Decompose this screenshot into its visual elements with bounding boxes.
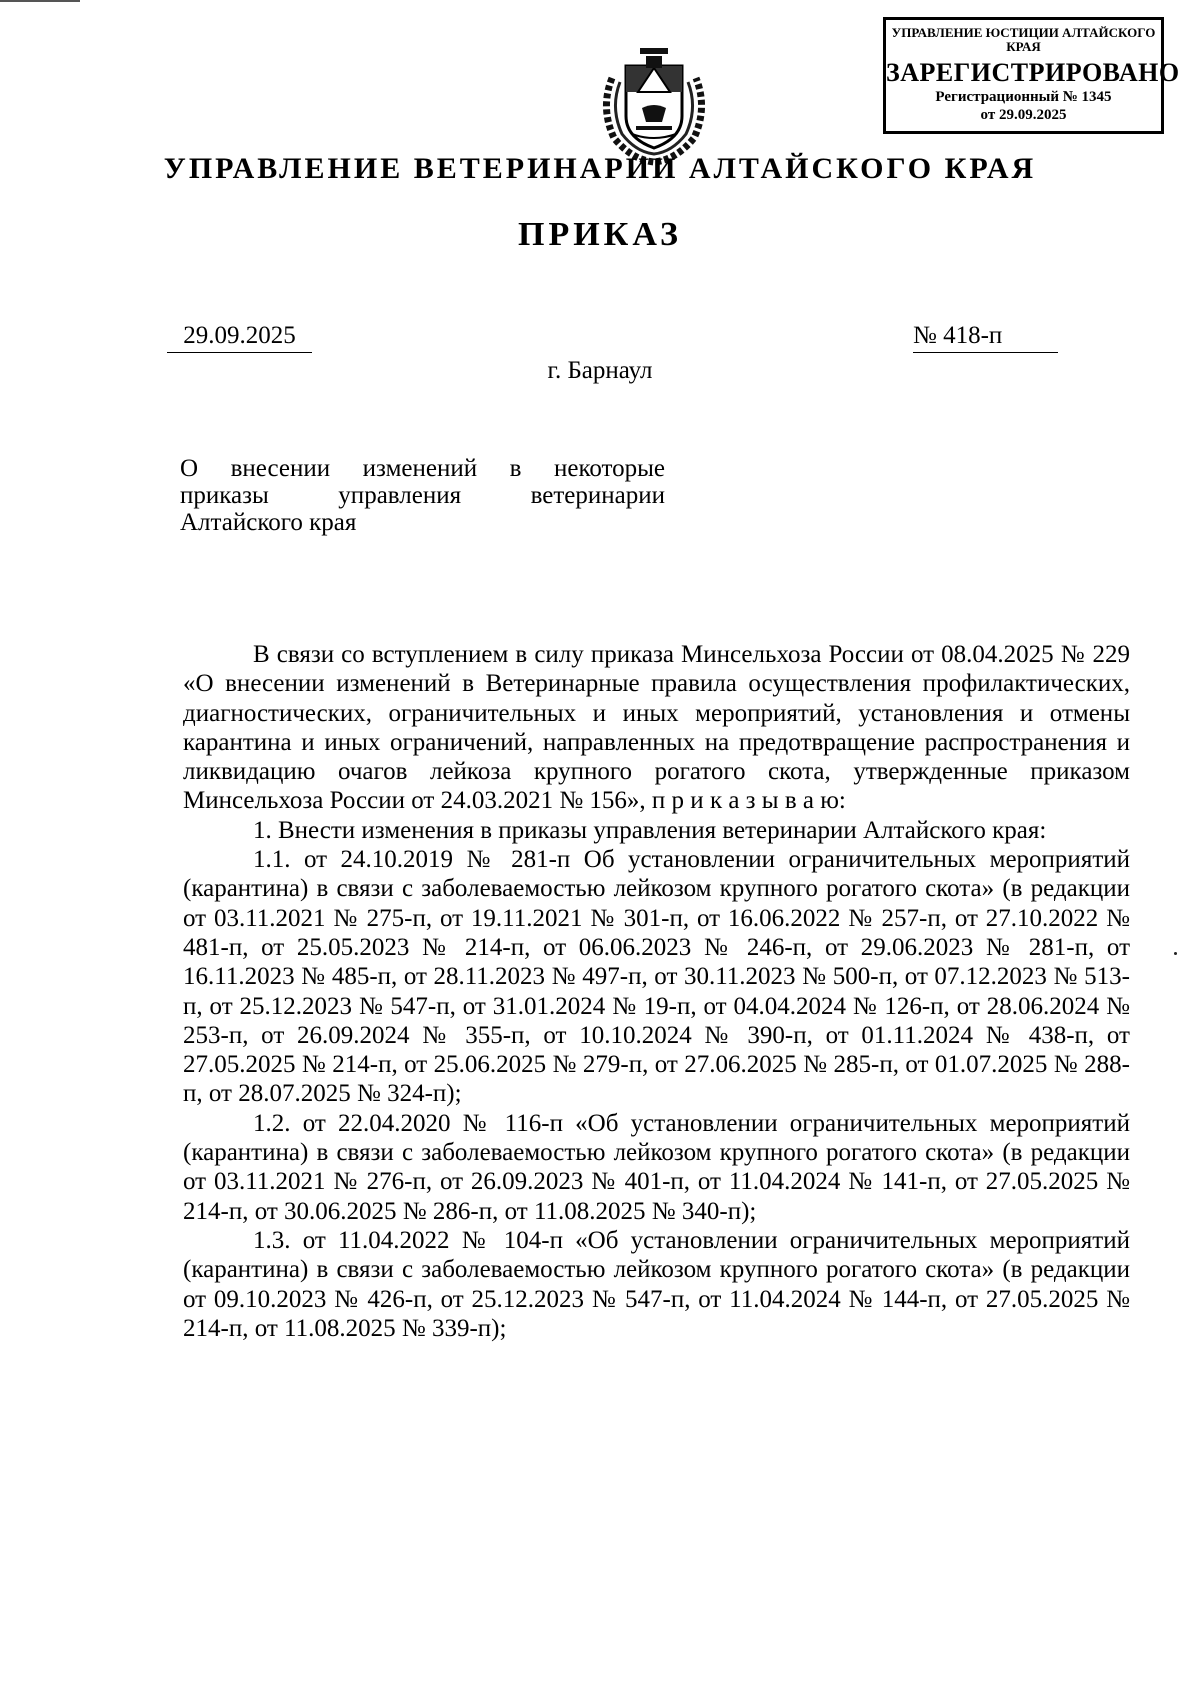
preamble-paragraph: В связи со вступлением в силу приказа Минсельхоза России от 08.04.2025 № 229 «О внесении изменений в Ветеринарные правила осуществления профилактических, диагностических, ограничительных и иных мероприятий, установления и отмены карантина и иных ограничений, направленных на предотвращение распространения и ликвидацию очагов лейкоза крупного рогатого скота, утвержденные приказом Минсельхоза России от 24.03.2021 № 156», п р и к а з ы в а ю: (183, 641, 1130, 815)
order-body (183, 640, 1130, 1343)
clause-1-3: 1.3. от 11.04.2022 № 104-п «Об установлении ограничительных мероприятий (карантина) в связи с заболеваемостью лейкозом крупного рогатого скота» (в редакции от 09.10.2023 № 426-п, от 25.12.2023 № 547-п, от 11.04.2024 № 144-п, от 27.05.2025 № 214-п, от 11.08.2025 № 339-п); (183, 1226, 1130, 1342)
order-subject (180, 455, 665, 536)
scan-artifact-line (0, 0, 80, 2)
clause-1-2: 1.2. от 22.04.2020 № 116-п «Об установлении ограничительных мероприятий (карантина) в связи с заболеваемостью лейкозом крупного рогатого скота» (в редакции от 03.11.2021 № 276-п, от 26.09.2023 № 401-п, от 11.04.2024 № 141-п, от 27.05.2025 № 214-п, от 30.06.2025 № 286-п, от 11.08.2025 № 340-п); (183, 1109, 1130, 1225)
scan-artifact-dot (1174, 952, 1177, 955)
order-number: № 418-п (913, 320, 1058, 353)
authority-title: УПРАВЛЕНИЕ ВЕТЕРИНАРИИ АЛТАЙСКОГО КРАЯ (163, 152, 1037, 185)
subject-line: приказы управления ветеринарии (180, 482, 665, 509)
coat-of-arms-icon (592, 38, 716, 168)
document-type-title: ПРИКАЗ (518, 216, 682, 253)
subject-line: О внесении изменений в некоторые (180, 455, 665, 482)
stamp-reg-number: Регистрационный № 1345 (935, 89, 1112, 105)
registration-stamp (883, 17, 1180, 134)
clause-1: 1. Внести изменения в приказы управления ветеринарии Алтайского края: (253, 816, 1047, 844)
stamp-status: ЗАРЕГИСТРИРОВАНО (886, 58, 1180, 87)
stamp-organization: УПРАВЛЕНИЕ ЮСТИЦИИ АЛТАЙСКОГО КРАЯ (891, 25, 1156, 54)
subject-line: Алтайского края (180, 509, 357, 536)
clause-1-1: 1.1. от 24.10.2019 № 281-п Об установлении ограничительных мероприятий (карантина) в связи с заболеваемостью лейкозом крупного рогатого скота» (в редакции от 03.11.2021 № 275-п, от 19.11.2021 № 301-п, от 16.06.2022 № 257-п, от 27.10.2022 № 481-п, от 25.05.2023 № 214-п, от 06.06.2023 № 246-п, от 29.06.2023 № 281-п, от 16.11.2023 № 485-п, от 28.11.2023 № 497-п, от 30.11.2023 № 500-п, от 07.12.2023 № 513-п, от 25.12.2023 № 547-п, от 31.01.2024 № 19-п, от 04.04.2024 № 126-п, от 28.06.2024 № 253-п, от 26.09.2024 № 355-п, от 10.10.2024 № 390-п, от 01.11.2024 № 438-п, от 27.05.2025 № 214-п, от 25.06.2025 № 279-п, от 27.06.2025 № 285-п, от 01.07.2025 № 288-п, от 28.07.2025 № 324-п); (183, 846, 1130, 1108)
stamp-reg-date: от 29.09.2025 (980, 107, 1067, 123)
order-date: 29.09.2025 (167, 320, 312, 353)
city-name: г. Барнаул (547, 357, 653, 384)
